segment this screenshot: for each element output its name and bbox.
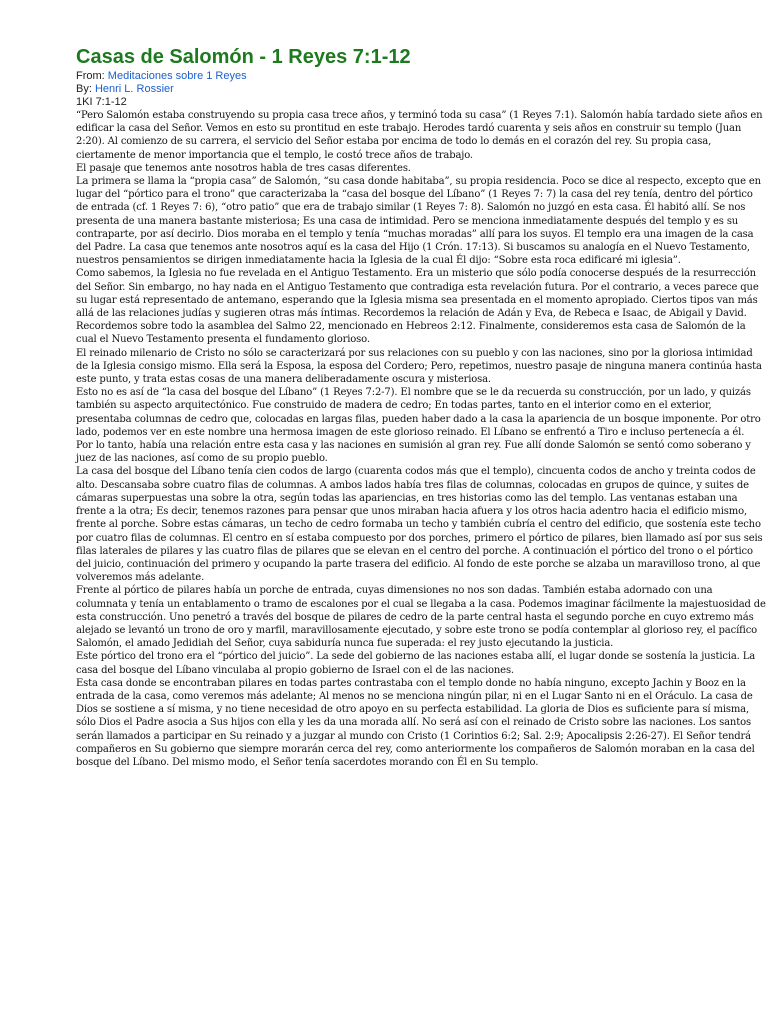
paragraph: El pasaje que tenemos ante nosotros habla de tres casas diferentes. xyxy=(76,162,411,174)
from-link[interactable]: Meditaciones sobre 1 Reyes xyxy=(107,70,247,82)
by-line xyxy=(76,83,768,96)
paragraph: Frente al pórtico de pilares había un porche de entrada, cuyas dimensiones no nos son dadas. También estaba adornado con una columnata y tenía un entablamento o tramo de escalones por el cual se llegaba a la casa. Podemos imaginar fácilmente la majestuosidad de esta construcción. Uno penetró a través del bosque de pilares de cedro de la parte central hasta el segundo porche en cuyo extremo más alejado se levantó un trono de oro y marfil, maravillosamente ejecutado, y sobre este trono se podía contemplar al glorioso rey, el pacífico Salomón, el amado Jedidiah del Señor, cuya sabiduría nunca fue superada: el rey justo ejecutando la justicia. xyxy=(76,585,766,650)
by-label: By: xyxy=(76,83,92,95)
from-label: From: xyxy=(76,70,105,82)
paragraph: El reinado milenario de Cristo no sólo se caracterizará por sus relaciones con su pueblo y con las naciones, sino por la gloriosa intimidad de la Iglesia consigo mismo. Ella será la Esposa, la esposa del Cordero; Pero, repetimos, nuestro pasaje de ninguna manera continúa hasta este punto, y trata estas cosas de una manera deliberadamente oscura y misteriosa. xyxy=(76,347,762,386)
paragraph: “Pero Salomón estaba construyendo su propia casa trece años, y terminó toda su casa” (1 Reyes 7:1). Salomón había tardado siete años en edificar la casa del Señor. Vemos en esto su prontitud en este trabajo. Herodes tardó cuarenta y seis años en construir su templo (Juan 2:20). Al comienzo de su carrera, el servicio del Señor estaba por encima de todo lo demás en el corazón del rey. Su propia casa, ciertamente de menor importancia que el templo, le costó trece años de trabajo. xyxy=(76,110,763,161)
article-body xyxy=(76,109,766,769)
author-link[interactable]: Henri L. Rossier xyxy=(94,83,174,95)
from-line xyxy=(76,70,768,83)
page-title: Casas de Salomón - 1 Reyes 7:1-12 xyxy=(76,46,411,68)
paragraph: La primera se llama la “propia casa” de Salomón, “su casa donde habitaba”, su propia residencia. Poco se dice al respecto, excepto que en lugar del “pórtico para el trono” que caracterizaba la “casa del bosque del Líbano” (1 Reyes 7: 7) la casa del rey tenía, dentro del pórtico de entrada (cf. 1 Reyes 7: 6), “otro patio” que era de trabajo similar (1 Reyes 7: 8). Salomón no juzgó en esta casa. Él habitó allí. Se nos presenta de una manera bastante misteriosa; Es una casa de intimidad. Pero se menciona inmediatamente después del templo y es su contraparte, por así decirlo. Dios moraba en el templo y tenía “muchas moradas” allí para los suyos. El templo era una imagen de la casa del Padre. La casa que tenemos ante nosotros aquí es la casa del Hijo (1 Crón. 17:13). Si buscamos su analogía en el Nuevo Testamento, nuestros pensamientos se dirigen inmediatamente hacia la Iglesia de la cual Él dijo: “Sobre esta roca edificaré mi iglesia”. xyxy=(76,176,761,267)
paragraph: Este pórtico del trono era el “pórtico del juicio”. La sede del gobierno de las naciones estaba allí, el lugar donde se sostenía la justicia. La casa del bosque del Líbano vinculaba al propio gobierno de Israel con el de las naciones. xyxy=(76,651,756,676)
paragraph: Esto no es así de “la casa del bosque del Líbano” (1 Reyes 7:2-7). El nombre que se le da recuerda su construcción, por un lado, y quizás también su aspecto arquitectónico. Fue construido de madera de cedro; En todas partes, tanto en el interior como en el exterior, presentaba columnas de cedro que, colocadas en largas filas, pueden haber dado a la casa la apariencia de un bosque imponente. Por otro lado, podemos ver en este nombre una hermosa imagen de este glorioso reinado. El Líbano se enfrentó a Tiro e incluso pertenecía a él. xyxy=(76,387,761,438)
paragraph: La casa del bosque del Líbano tenía cien codos de largo (cuarenta codos más que el templo), cincuenta codos de ancho y treinta codos de alto. Descansaba sobre cuatro filas de columnas. A ambos lados había tres filas de columnas, colocadas en grupos de quince, y suites de cámaras superpuestas una sobre la otra, según todas las apariencias, en tres historias como las del templo. Las ventanas estaban una frente a la otra; Es decir, tenemos razones para pensar que unos miraban hacia afuera y los otros hacia adentro hacia el edificio mismo, frente al porche. Sobre estas cámaras, un techo de cedro formaba un techo y también cubría el centro del edificio, que sostenía este techo por cuatro filas de columnas. El centro en sí estaba compuesto por dos porches, primero el pórtico de pilares, bien llamado así por sus seis filas laterales de pilares y las cuatro filas de pilares que se elevan en el centro del porche. A continuación el pórtico del trono o el pórtico del juicio, continuación del primero y ocupando la parte trasera del edificio. Al fondo de este porche se alzaba un maravilloso trono, al que volveremos más adelante. xyxy=(76,466,763,584)
scripture-reference: 1KI 7:1-12 xyxy=(76,96,127,108)
paragraph: Por lo tanto, había una relación entre esta casa y las naciones en sumisión al gran rey. Fue allí donde Salomón se sentó como soberano y juez de las naciones, así como de su propio pueblo. xyxy=(76,440,751,465)
paragraph: Esta casa donde se encontraban pilares en todas partes contrastaba con el templo donde no había ninguno, excepto Jachin y Booz en la entrada de la casa, como veremos más adelante; Al menos no se menciona ningún pilar, ni en el Lugar Santo ni en el Oráculo. La casa de Dios se sostiene a sí misma, y no tiene necesidad de otro apoyo en su perfecta estabilidad. La gloria de Dios es suficiente para sí misma, sólo Dios el Padre asocia a Sus hijos con ella y les da una morada allí. No será así con el reinado de Cristo sobre las naciones. Los santos serán llamados a participar en Su reinado y a juzgar al mundo con Cristo (1 Corintios 6:2; Sal. 2:9; Apocalipsis 2:26-27). El Señor tendrá compañeros en Su gobierno que siempre morarán cerca del rey, como anteriormente los compañeros de Salomón moraban en la casa del bosque del Líbano. Del mismo modo, el Señor tenía sacerdotes morando con Él en Su templo. xyxy=(76,677,755,768)
meta-block xyxy=(76,70,768,109)
paragraph: Como sabemos, la Iglesia no fue revelada en el Antiguo Testamento. Era un misterio que sólo podía conocerse después de la resurrección del Señor. Sin embargo, no hay nada en el Antiguo Testamento que contradiga esta revelación futura. Por el contrario, a veces parece que su lugar está representado de antemano, esperando que la Iglesia misma sea presentada en el momento apropiado. Ciertos tipos van más allá de las relaciones judías y sugieren otras más íntimas. Recordemos la relación de Adán y Eva, de Rebeca e Isaac, de Abigail y David. Recordemos sobre todo la asamblea del Salmo 22, mencionado en Hebreos 2:12. Finalmente, consideremos esta casa de Salomón de la cual el Nuevo Testamento presenta el fundamento glorioso. xyxy=(76,268,759,346)
